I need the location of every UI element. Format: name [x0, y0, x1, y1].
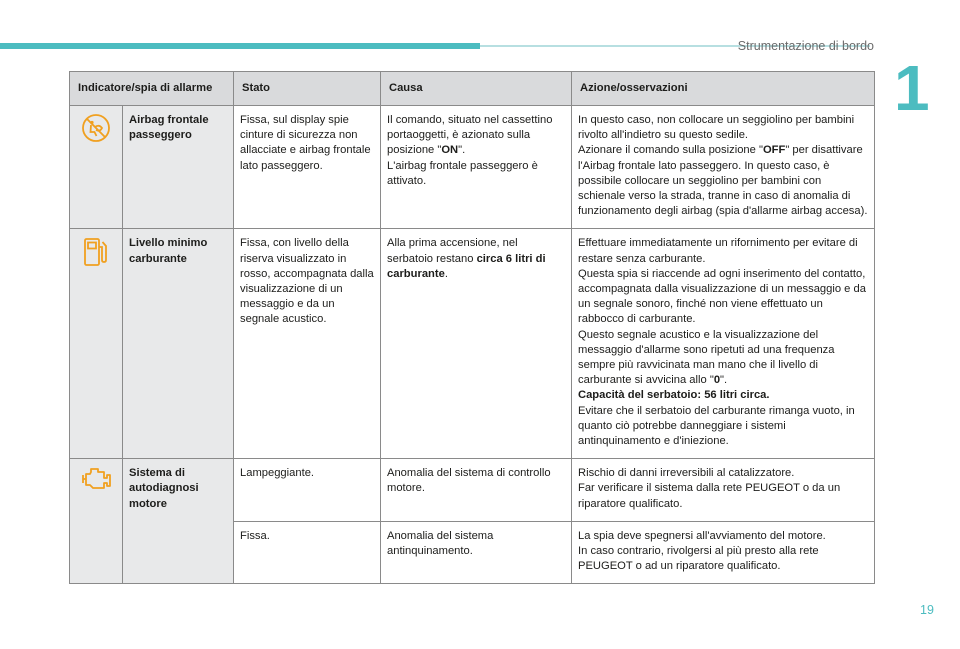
section-title: Strumentazione di bordo: [737, 39, 874, 53]
indicator-icon-cell: [70, 106, 123, 229]
column-header-azione: Azione/osservazioni: [572, 72, 875, 106]
table-row: [70, 229, 875, 459]
table-header-row: [70, 72, 875, 106]
stato-cell: Fissa.: [234, 521, 381, 584]
table-row: [70, 106, 875, 229]
azione-cell: La spia deve spegnersi all'avviamento del motore. In caso contrario, rivolgersi al più presto alla rete PEUGEOT o ad un riparatore qualificato.: [572, 521, 875, 584]
stato-cell: Fissa, sul display spie cinture di sicurezza non allacciate e airbag frontale lato passeggero.: [234, 106, 381, 229]
column-header-causa: Causa: [381, 72, 572, 106]
table-row: [70, 459, 875, 522]
page-number: 19: [920, 603, 934, 617]
stato-cell: Lampeggiante.: [234, 459, 381, 522]
causa-cell: Alla prima accensione, nel serbatoio restano circa 6 litri di carburante.: [381, 229, 572, 459]
stato-cell: Fissa, con livello della riserva visualizzato in rosso, accompagnata dalla visualizzazione di un messaggio e da un segnale acustico.: [234, 229, 381, 459]
causa-cell: Anomalia del sistema di controllo motore.: [381, 459, 572, 522]
indicator-name: Livello minimo carburante: [123, 229, 234, 459]
indicator-icon-cell: [70, 459, 123, 584]
azione-cell: In questo caso, non collocare un seggiolino per bambini rivolto all'indietro su questo sedile. Azionare il comando sulla posizione "OFF" per disattivare l'Airbag frontale lato passeggero. In questo caso, è possibile collocare un seggiolino per bambini con schienale verso la strada, tranne in caso di anomalia di funzionamento degli airbag (spia d'allarme airbag accesa).: [572, 106, 875, 229]
airbag-off-icon: [76, 113, 116, 143]
azione-cell: Effettuare immediatamente un rifornimento per evitare di restare senza carburante. Questa spia si riaccende ad ogni inserimento del contatto, accompagnata dalla visualizzazione di un messaggio e da un segnale sonoro, finché non viene effettuato un rabbocco di carburante. Questo segnale acustico e la visualizzazione del messaggio d'allarme sono ripetuti ad una frequenza sempre più ravvicinata man mano che il livello di carburante si avvicina allo "0". Capacità del serbatoio: 56 litri circa. Evitare che il serbatoio del carburante rimanga vuoto, in quanto ciò potrebbe danneggiare i sistemi antinquinamento e d'iniezione.: [572, 229, 875, 459]
indicator-icon-cell: [70, 229, 123, 459]
indicator-name: Airbag frontale passeggero: [123, 106, 234, 229]
engine-check-icon: [76, 466, 116, 490]
indicator-name: Sistema di autodiagnosi motore: [123, 459, 234, 584]
causa-cell: Anomalia del sistema antinquinamento.: [381, 521, 572, 584]
azione-cell: Rischio di danni irreversibili al catalizzatore. Far verificare il sistema dalla rete PEUGEOT o da un riparatore qualificato.: [572, 459, 875, 522]
chapter-number: 1: [894, 52, 930, 124]
warning-lights-table: [69, 71, 875, 584]
column-header-stato: Stato: [234, 72, 381, 106]
causa-cell: Il comando, situato nel cassettino portaoggetti, è azionato sulla posizione "ON". L'airbag frontale passeggero è attivato.: [381, 106, 572, 229]
column-header-indicatore: Indicatore/spia di allarme: [70, 72, 234, 106]
header-accent-bar: [0, 43, 480, 49]
fuel-pump-icon: [76, 236, 116, 268]
